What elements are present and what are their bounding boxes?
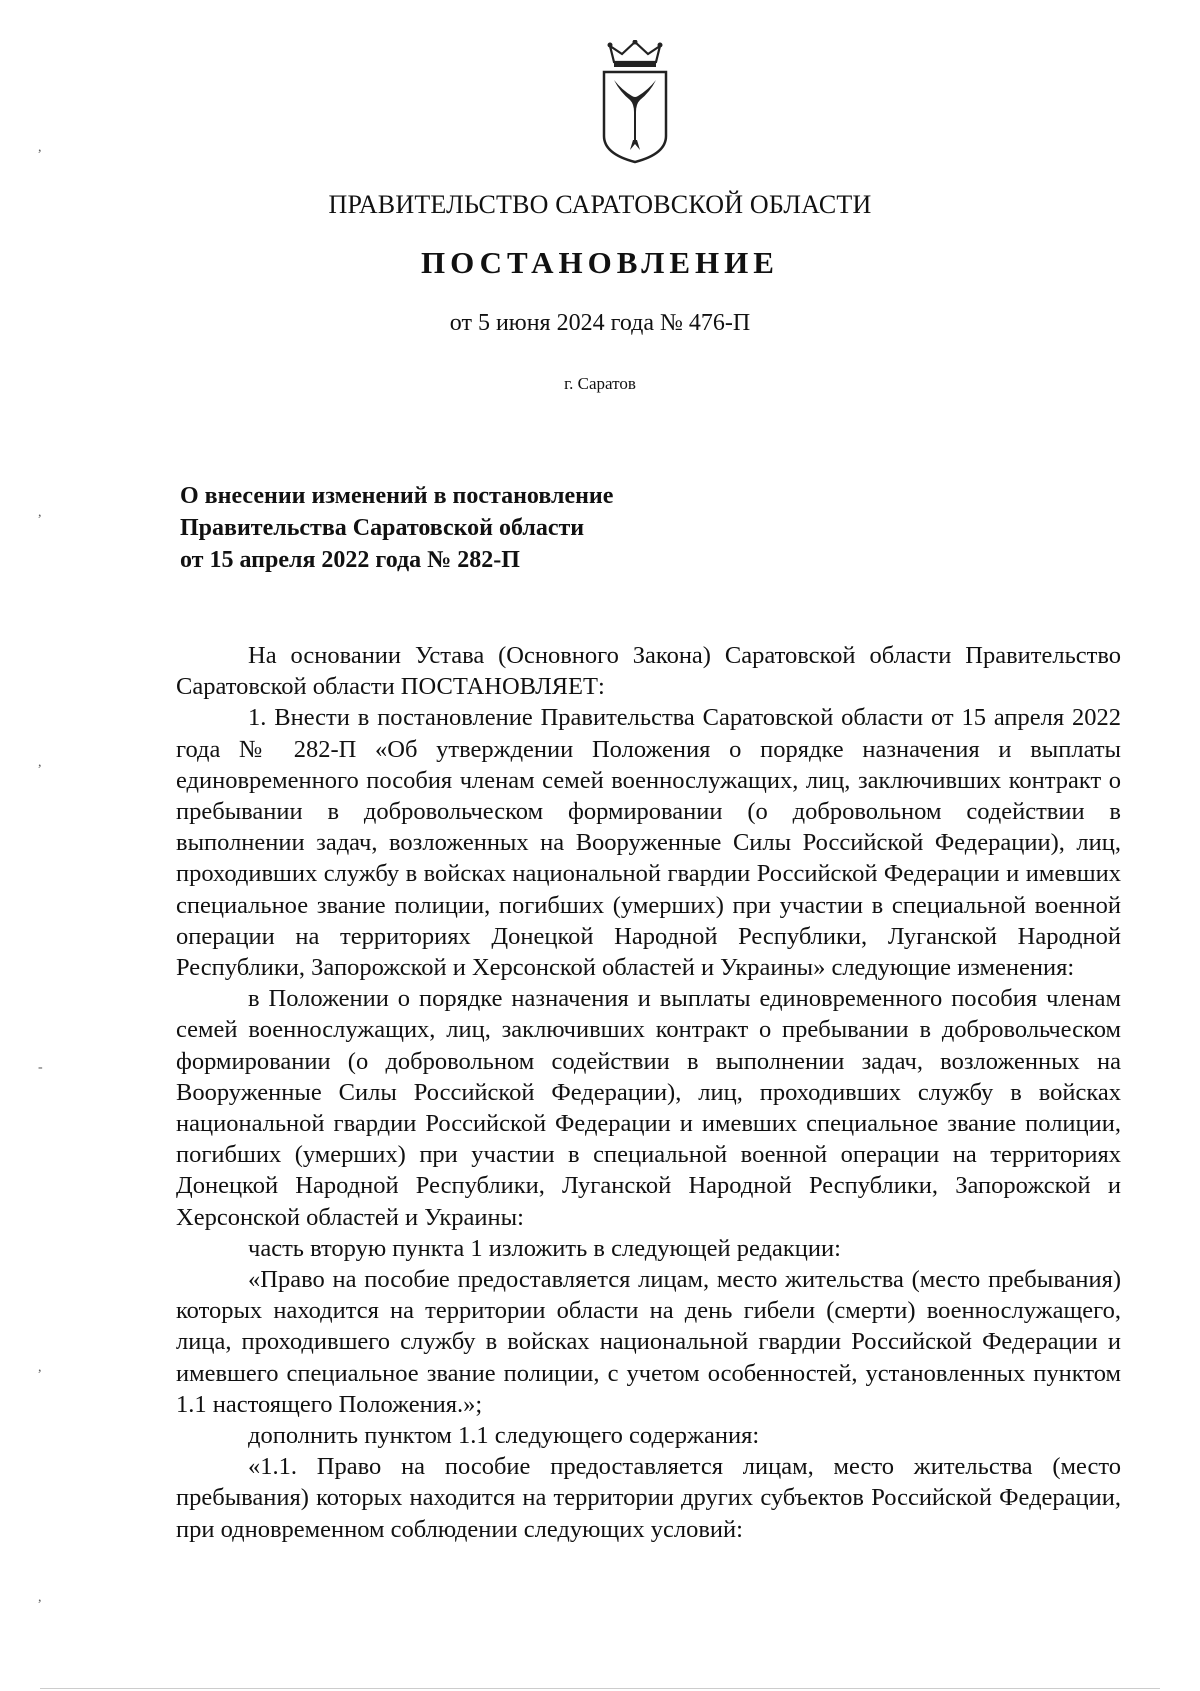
government-name: ПРАВИТЕЛЬСТВО САРАТОВСКОЙ ОБЛАСТИ xyxy=(328,190,872,219)
scan-speck: - xyxy=(38,1060,43,1075)
body-paragraph: дополнить пунктом 1.1 следующего содержания: xyxy=(248,1422,760,1450)
title-line: О внесении изменений в постановление xyxy=(180,483,614,509)
body-paragraph: 1. Внести в постановление Правительства Саратовской области от 15 апреля 2022 года № 282-П «Об утверждении Положения о порядке назначения и выплаты единовременного пособия членам семей военнослужащих, лиц, заключивших контракт о пребывании в добровольческом формировании (о добровольном содействии в выполнении задач, возложенных на Вооруженные Силы Российской Федерации), лиц, проходивших службу в войсках национальной гвардии Российской Федерации и имевших специальное звание полиции, погибших (умерших) при участии в специальной военной операции на территориях Донецкой Народной Республики, Луганской Народной Республики, Запорожской и Херсонской областей и Украины» следующие изменения: xyxy=(176,704,1121,982)
document-city: г. Саратов xyxy=(564,374,636,393)
scan-speck: , xyxy=(38,505,42,520)
body-paragraph: «1.1. Право на пособие предоставляется лицам, место жительства (место пребывания) которых находится на территории других субъектов Российской Федерации, при одновременном соблюдении следующих условий: xyxy=(176,1453,1121,1543)
document-title xyxy=(180,480,880,576)
body-paragraph: На основании Устава (Основного Закона) Саратовской области Правительство Саратовской области ПОСТАНОВЛЯЕТ: xyxy=(176,642,1121,701)
body-paragraph: часть вторую пункта 1 изложить в следующей редакции: xyxy=(248,1234,841,1262)
scan-speck: , xyxy=(38,140,42,155)
title-line: от 15 апреля 2022 года № 282-П xyxy=(180,547,520,573)
document-date-number: от 5 июня 2024 года № 476-П xyxy=(449,310,751,336)
coat-of-arms-icon xyxy=(600,40,670,166)
title-line: Правительства Саратовской области xyxy=(180,515,585,541)
scan-speck: , xyxy=(38,1590,42,1605)
document-type: ПОСТАНОВЛЕНИЕ xyxy=(421,245,779,280)
document-body xyxy=(176,640,1121,1545)
scan-speck: , xyxy=(38,755,42,770)
body-paragraph: «Право на пособие предоставляется лицам, место жительства (место пребывания) которых находится на территории области на день гибели (смерти) военнослужащего, лица, проходившего службу в войсках национальной гвардии Российской Федерации и имевшего специальное звание полиции, с учетом особенностей, установленных пунктом 1.1 настоящего Положения.»; xyxy=(176,1266,1121,1418)
scan-speck: , xyxy=(38,1360,42,1375)
scan-edge-line xyxy=(40,1688,1160,1689)
body-paragraph: в Положении о порядке назначения и выплаты единовременного пособия членам семей военнослужащих, лиц, заключивших контракт о пребывании в добровольческом формировании (о добровольном содействии в выполнении задач, возложенных на Вооруженные Силы Российской Федерации), лиц, проходивших службу в войсках национальной гвардии Российской Федерации и имевших специальное звание полиции, погибших (умерших) при участии в специальной военной операции на территориях Донецкой Народной Республики, Луганской Народной Республики, Запорожской и Херсонской областей и Украины: xyxy=(176,985,1121,1231)
